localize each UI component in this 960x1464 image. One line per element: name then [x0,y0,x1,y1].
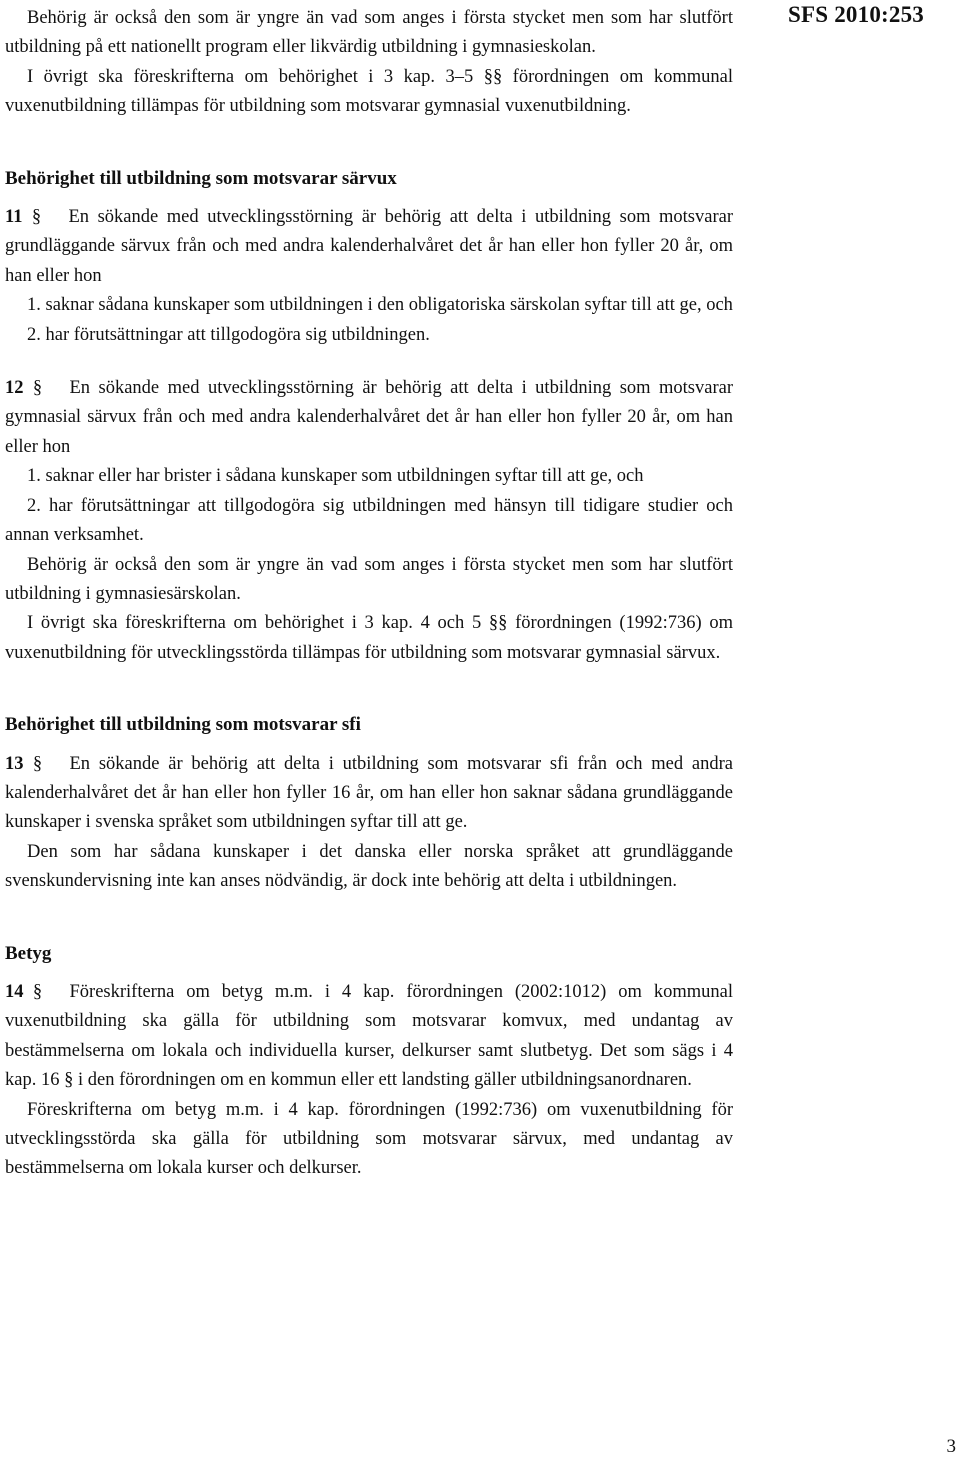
paragraph-text: I övrigt ska föreskrifterna om behörighet i 3 kap. 4 och 5 §§ förordningen (1992:736) om vuxenutbildning för utvecklingsstörda tillämpas för utbildning som motsvarar gymnasial särvux. [5,613,733,663]
section-sign: § [32,981,43,1002]
section-heading-sfi: Behörighet till utbildning som motsvarar sfi [5,714,361,736]
section-heading-sarvux: Behörighet till utbildning som motsvarar särvux [5,167,397,189]
section-sign: § [32,378,43,399]
list-item: 1. saknar eller har brister i sådana kunskaper som utbildningen syftar till att ge, och [27,466,644,487]
paragraph-text: Föreskrifterna om betyg m.m. i 4 kap. förordningen (2002:1012) om kommunal vuxenutbildning ska gälla för utbildning som motsvarar komvux, med undantag av bestämmelserna om lokala och individuella kurser, delkurser samt slutbetyg. Det som sägs i 4 kap. 16 [5,981,733,1091]
section-sign: § [32,753,43,774]
paragraph-text: Den som har sådana kunskaper i det danska eller norska språket att grundläggande svenskundervisning inte kan anses nödvändig, är dock inte behörig att delta i utbildningen. [5,841,733,892]
paragraph-11 [5,203,733,291]
paragraph-13 [5,750,733,838]
paragraph-text: En sökande är behörig att delta i utbildning som motsvarar sfi från och med andra kalenderhalvåret det år han eller hon fyller 16 år, om han eller hon saknar sådana grundläggande kunskaper i svenska språket som utbildningen syftar till att ge. [5,753,733,833]
intro-paragraph: Behörig är också den som är yngre än vad som anges i första stycket men som har slutfört utbildning på ett nationellt program eller likvärdig utbildning i gymnasieskolan. [5,8,733,58]
section-number: 12 [5,378,24,399]
paragraph-text: Föreskrifterna om betyg m.m. i 4 kap. förordningen (1992:736) om vuxenutbildning för utvecklingsstörda ska gälla för utbildning som motsvarar särvux, med undantag av bestämmelserna om lokala kurser och delkurser. [5,1099,733,1179]
paragraph-12 [5,374,733,462]
intro-paragraph: I övrigt ska föreskrifterna om behörighet i 3 kap. 3–5 §§ förordningen om kommunal vuxenutbildning tillämpas för utbildning som motsvarar gymnasial vuxenutbildning. [5,66,733,117]
section-number: 14 [5,981,24,1002]
paragraph-text: En sökande med utvecklingsstörning är behörig att delta i utbildning som motsvarar grundläggande särvux från och med andra kalenderhalvåret det år han eller hon fyller 20 år, om han eller hon [5,207,733,286]
section-number: 13 [5,753,24,774]
document-code: SFS 2010:253 [788,2,924,27]
list-item: 2. har förutsättningar att tillgodogöra sig utbildningen med hänsyn till tidigare studier och annan verksamhet. [5,495,733,546]
paragraph-14 [5,978,733,1096]
paragraph-text: En sökande med utvecklingsstörning är behörig att delta i utbildning som motsvarar gymnasial särvux från och med andra kalenderhalvåret det år han eller hon fyller 20 år, om han eller hon [5,378,733,457]
list-item: 1. saknar sådana kunskaper som utbildningen i den obligatoriska särskolan syftar till att ge, och [27,295,733,316]
paragraph-text: i den förordningen om en kommun eller ett landsting gäller utbildningsanordnaren. [77,1070,692,1091]
section-sign: § [64,1070,74,1091]
list-item: 2. har förutsättningar att tillgodogöra sig utbildningen. [27,324,430,345]
page-number: 3 [946,1436,956,1457]
section-sign: § [31,207,42,228]
section-number: 11 [5,207,23,228]
document-body [5,4,733,1184]
paragraph-text: Behörig är också den som är yngre än vad som anges i första stycket men som har slutfört utbildning i gymnasiesärskolan. [5,554,733,604]
section-heading-betyg: Betyg [5,942,52,964]
